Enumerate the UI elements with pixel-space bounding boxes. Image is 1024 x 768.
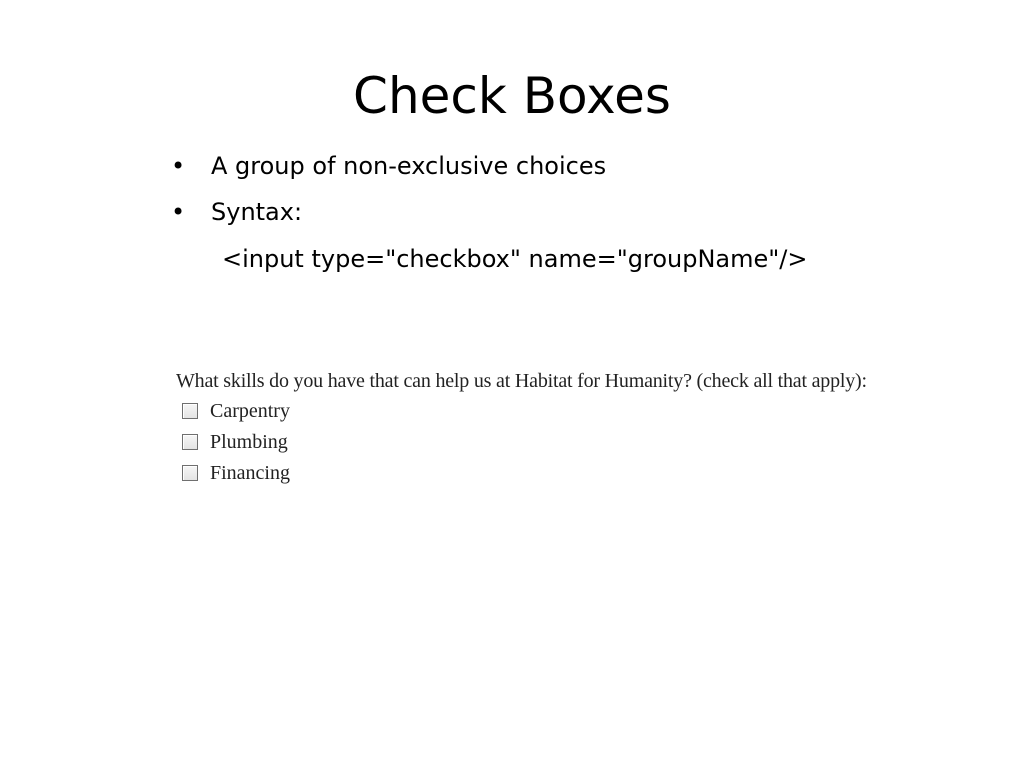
bullet-list xyxy=(171,150,606,242)
checkbox-label: Carpentry xyxy=(210,399,290,422)
bullet-dot-icon: • xyxy=(171,198,186,226)
checkbox-label: Plumbing xyxy=(210,430,288,453)
checkbox-option-plumbing[interactable] xyxy=(176,426,867,457)
checkbox-plumbing[interactable] xyxy=(182,434,198,450)
bullet-text: Syntax: xyxy=(211,198,303,226)
slide-title: Check Boxes xyxy=(353,67,671,125)
checkbox-option-financing[interactable] xyxy=(176,457,867,488)
checkbox-label: Financing xyxy=(210,461,290,484)
checkbox-carpentry[interactable] xyxy=(182,403,198,419)
bullet-dot-icon: • xyxy=(171,152,186,180)
bullet-item-definition xyxy=(171,150,606,196)
checkbox-example-form xyxy=(176,367,867,488)
bullet-text: A group of non-exclusive choices xyxy=(211,152,607,180)
syntax-code-line: <input type="checkbox" name="groupName"/> xyxy=(222,245,808,273)
checkbox-financing[interactable] xyxy=(182,465,198,481)
bullet-item-syntax xyxy=(171,196,606,242)
form-question: What skills do you have that can help us at Habitat for Humanity? (check all that apply): xyxy=(176,370,867,392)
checkbox-option-carpentry[interactable] xyxy=(176,395,867,426)
